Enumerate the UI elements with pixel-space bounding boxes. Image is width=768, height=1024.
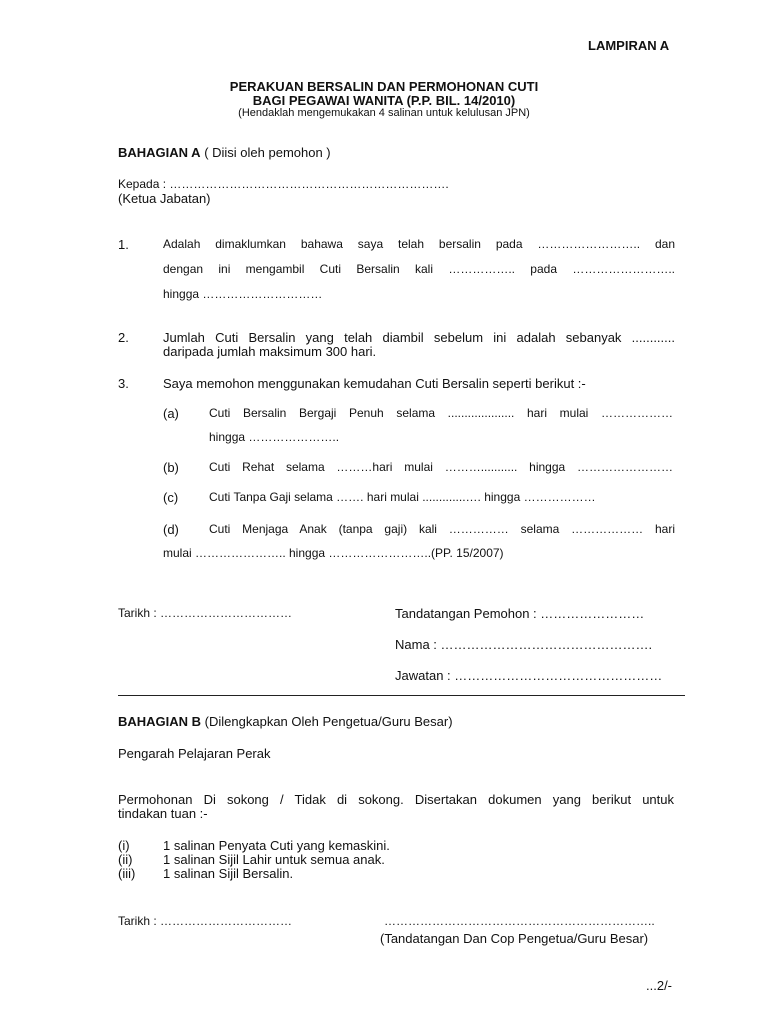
form-title-line1: PERAKUAN BERSALIN DAN PERMOHONAN CUTI [229, 79, 539, 94]
item-2-line2: daripada jumlah maksimum 300 hari. [163, 344, 377, 359]
kepada-line: Kepada : ……………………………………………………………. [118, 177, 449, 191]
doc-1-text: 1 salinan Penyata Cuti yang kemaskini. [163, 838, 390, 853]
item-1-line3: hingga ………………………… [163, 287, 323, 301]
item-1-number: 1. [118, 237, 129, 252]
permohonan-line2: tindakan tuan :- [118, 806, 208, 821]
form-subtitle: (Hendaklah mengemukakan 4 salinan untuk kelulusan JPN) [238, 107, 530, 119]
item-2-number: 2. [118, 330, 129, 345]
item-3d-label: (d) [163, 522, 179, 537]
doc-2-text: 1 salinan Sijil Lahir untuk semua anak. [163, 852, 385, 867]
doc-3-number: (iii) [118, 866, 136, 881]
lampiran-label: LAMPIRAN A [588, 38, 670, 53]
item-3b-label: (b) [163, 460, 179, 475]
doc-2-number: (ii) [118, 852, 133, 867]
item-2-line1: Jumlah Cuti Bersalin yang telah diambil sebelum ini adalah sebanyak ............ [163, 330, 675, 345]
permohonan-line1: Permohonan Di sokong / Tidak di sokong. Disertakan dokumen yang berikut untuk [118, 792, 674, 807]
item-3a-line2: hingga ………………….. [209, 430, 340, 444]
item-3c-label: (c) [163, 490, 179, 505]
signature-dots: ………………………………………………………….. [384, 914, 655, 928]
item-3d-line2: mulai ………………….. hingga ……………………..(PP. 15/2007) [163, 546, 504, 560]
tarikh-b: Tarikh : …………………………… [118, 914, 293, 928]
section-divider [118, 695, 685, 696]
section-a-title: BAHAGIAN A [118, 145, 201, 160]
section-a-heading [118, 145, 331, 160]
section-b-heading [118, 714, 453, 729]
tandatangan-pemohon: Tandatangan Pemohon : …………………… [395, 606, 645, 621]
ketua-jabatan: (Ketua Jabatan) [118, 191, 211, 206]
form-title-line2: BAGI PEGAWAI WANITA (P.P. BIL. 14/2010) [252, 93, 516, 108]
item-1-line1: Adalah dimaklumkan bahawa saya telah bersalin pada …………………….. dan [163, 237, 675, 251]
item-3b-line1: Cuti Rehat selama ………hari mulai ………........... hingga …………………… [209, 460, 673, 474]
tarikh-a: Tarikh : …………………………… [118, 606, 293, 620]
section-a-note: ( Diisi oleh pemohon ) [200, 145, 331, 160]
pengarah-line: Pengarah Pelajaran Perak [118, 746, 271, 761]
item-3c-line1: Cuti Tanpa Gaji selama ……. hari mulai .............…. hingga ……………… [209, 490, 596, 504]
section-b-note: (Dilengkapkan Oleh Pengetua/Guru Besar) [201, 714, 453, 729]
nama-pemohon: Nama : …………………………………………. [395, 637, 653, 652]
signature-label: (Tandatangan Dan Cop Pengetua/Guru Besar) [380, 931, 649, 946]
item-3a-label: (a) [163, 406, 179, 421]
item-3d-line1: Cuti Menjaga Anak (tanpa gaji) kali …………… selama ……………… hari [209, 522, 675, 536]
section-b-title: BAHAGIAN B [118, 714, 202, 729]
jawatan-pemohon: Jawatan : ………………………………………… [395, 668, 663, 683]
page-continuation: ...2/- [646, 978, 673, 993]
item-1-line2: dengan ini mengambil Cuti Bersalin kali …………….. pada …………………….. [163, 262, 675, 276]
doc-1-number: (i) [118, 838, 130, 853]
item-3a-line1: Cuti Bersalin Bergaji Penuh selama .................... hari mulai ……………… [209, 406, 673, 420]
doc-3-text: 1 salinan Sijil Bersalin. [163, 866, 294, 881]
item-3-number: 3. [118, 376, 129, 391]
item-3-text: Saya memohon menggunakan kemudahan Cuti Bersalin seperti berikut :- [163, 376, 586, 391]
